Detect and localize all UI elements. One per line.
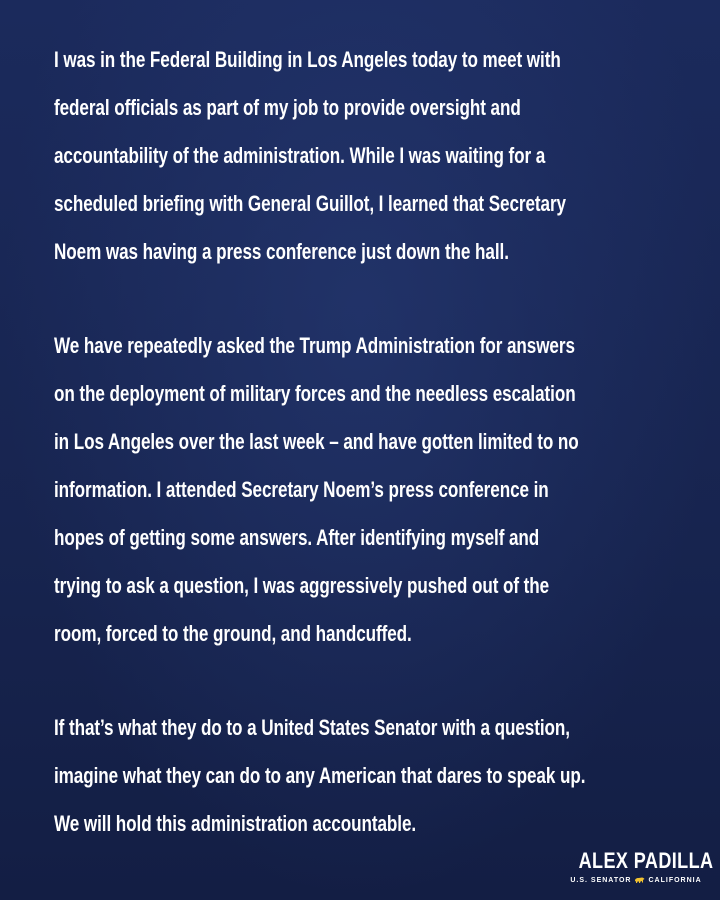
statement-line: Noem was having a press conference just down the hall. bbox=[54, 239, 509, 264]
statement-line: We will hold this administration accountable. bbox=[54, 811, 417, 836]
signature-logo bbox=[566, 848, 714, 884]
statement-line: hopes of getting some answers. After identifying myself and bbox=[54, 525, 540, 550]
statement-line: on the deployment of military forces and the needless escalation bbox=[54, 381, 576, 406]
statement-line: scheduled briefing with General Guillot, I learned that Secretary bbox=[54, 191, 566, 216]
paragraph-3 bbox=[54, 704, 684, 848]
statement-line: I was in the Federal Building in Los Angeles today to meet with bbox=[54, 47, 561, 72]
senator-title-left: U.S. SENATOR bbox=[570, 876, 632, 884]
senator-title-right: CALIFORNIA bbox=[648, 876, 702, 884]
statement-line: in Los Angeles over the last week – and have gotten limited to no bbox=[54, 429, 579, 454]
statement-line: accountability of the administration. While I was waiting for a bbox=[54, 143, 546, 168]
paragraph-2 bbox=[54, 322, 684, 658]
statement-line: federal officials as part of my job to provide oversight and bbox=[54, 95, 521, 120]
statement-line: If that’s what they do to a United States Senator with a question, bbox=[54, 715, 570, 740]
statement-line: information. I attended Secretary Noem’s press conference in bbox=[54, 477, 549, 502]
senator-title bbox=[566, 876, 706, 884]
california-bear-icon bbox=[634, 876, 645, 884]
senator-name: ALEX PADILLA bbox=[578, 848, 714, 873]
statement-line: trying to ask a question, I was aggressively pushed out of the bbox=[54, 573, 550, 598]
statement-line: We have repeatedly asked the Trump Administration for answers bbox=[54, 333, 575, 358]
paragraph-1 bbox=[54, 36, 684, 276]
statement-line: room, forced to the ground, and handcuffed. bbox=[54, 621, 412, 646]
statement-line: imagine what they can do to any American that dares to speak up. bbox=[54, 763, 586, 788]
statement-text bbox=[54, 36, 684, 894]
